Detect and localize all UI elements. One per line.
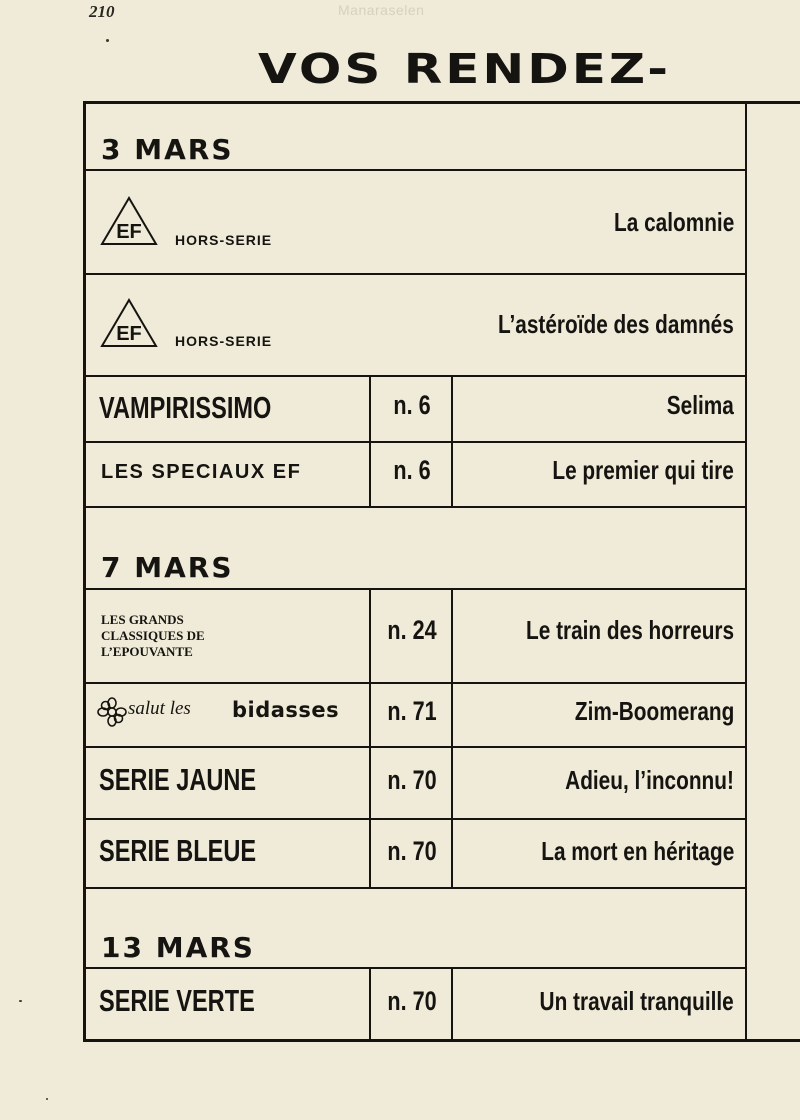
row-divider <box>83 441 747 443</box>
bottom-rule <box>83 1039 800 1042</box>
series-name: SERIE JAUNE <box>99 762 257 797</box>
row-divider <box>83 169 747 171</box>
entry-title: L’astéroïde des damnés <box>498 309 734 339</box>
row-divider <box>83 375 747 377</box>
paper-speck <box>19 1000 22 1002</box>
frame-left-border <box>83 101 86 1042</box>
ef-triangle-logo <box>100 297 158 349</box>
series-name: LES SPECIAUX EF <box>101 461 302 483</box>
date-heading: 7 MARS <box>101 551 234 584</box>
hors-serie-label: HORS-SERIE <box>175 232 273 248</box>
row-divider <box>83 887 747 889</box>
entry-title: Zim-Boomerang <box>574 696 734 726</box>
column-divider <box>451 588 453 889</box>
ef-triangle-logo <box>100 195 158 247</box>
series-script-text: salut les <box>128 698 191 719</box>
row-divider <box>83 818 747 820</box>
issue-number: n. 70 <box>387 836 437 866</box>
row-divider <box>83 273 747 275</box>
row-divider <box>83 682 747 684</box>
issue-number: n. 71 <box>387 696 437 726</box>
row-divider <box>83 506 747 508</box>
entry-title: Adieu, l’inconnu! <box>565 765 734 795</box>
watermark: Manaraselen <box>338 2 425 18</box>
series-name: SERIE BLEUE <box>99 833 257 868</box>
issue-number: n. 24 <box>387 615 437 645</box>
flower-icon <box>96 696 128 728</box>
paper-speck <box>106 39 109 42</box>
issue-number: n. 70 <box>387 765 437 795</box>
column-divider <box>451 375 453 508</box>
row-divider <box>83 967 747 969</box>
entry-title: Le train des horreurs <box>525 615 734 645</box>
series-name: VAMPIRISSIMO <box>99 390 272 425</box>
row-divider <box>83 588 747 590</box>
column-divider <box>369 375 371 508</box>
page-number: 210 <box>89 2 115 21</box>
series-logo-text <box>101 612 241 660</box>
series-line: L’EPOUVANTE <box>101 644 193 659</box>
paper-speck <box>46 1098 48 1100</box>
date-heading: 3 MARS <box>101 133 234 166</box>
top-rule <box>83 101 800 104</box>
column-divider <box>451 967 453 1041</box>
ef-logo-text: EF <box>116 221 142 243</box>
hors-serie-label: HORS-SERIE <box>175 333 273 349</box>
entry-title: La calomnie <box>613 207 734 237</box>
series-name: bidasses <box>232 698 340 722</box>
date-heading: 13 MARS <box>101 931 255 964</box>
issue-number: n. 6 <box>393 455 431 485</box>
column-divider <box>369 967 371 1041</box>
row-divider <box>83 746 747 748</box>
entry-title: Le premier qui tire <box>552 455 734 485</box>
ef-logo-text: EF <box>116 323 142 345</box>
entry-title: La mort en héritage <box>540 836 734 866</box>
issue-number: n. 70 <box>387 986 437 1016</box>
entry-title: Un travail tranquille <box>539 986 734 1016</box>
frame-right-border <box>745 101 747 1042</box>
page-title: VOS RENDEZ- <box>258 45 672 93</box>
series-line: LES GRANDS <box>101 612 184 627</box>
issue-number: n. 6 <box>393 390 431 420</box>
series-name: SERIE VERTE <box>99 983 255 1018</box>
series-line: CLASSIQUES DE <box>101 628 205 643</box>
column-divider <box>369 588 371 889</box>
entry-title: Selima <box>666 390 734 420</box>
